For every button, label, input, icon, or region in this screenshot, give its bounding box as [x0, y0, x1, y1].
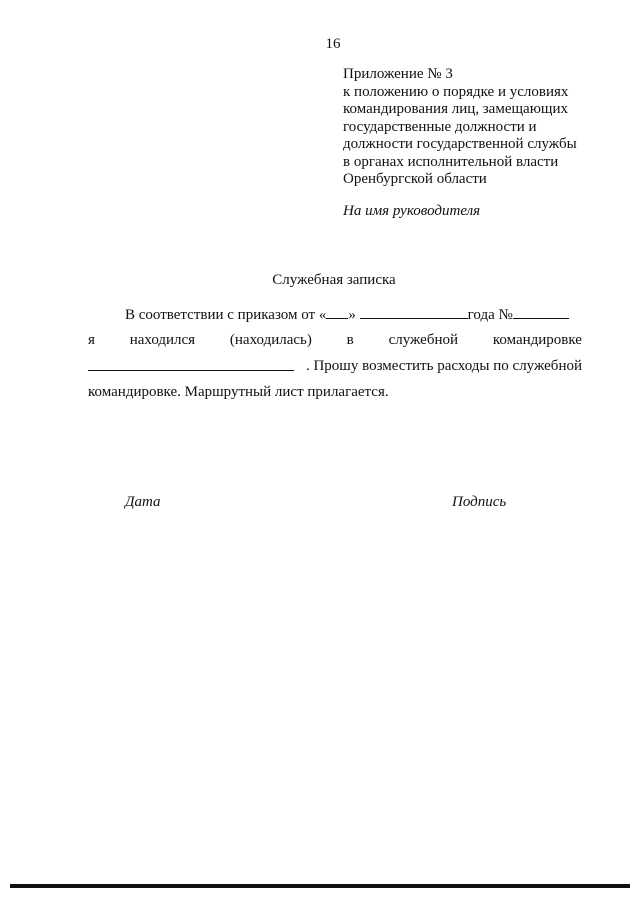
appendix-line: должности государственной службы	[343, 136, 577, 152]
addressee: На имя руководителя	[343, 203, 481, 219]
body-text: В соответствии с приказом от «	[125, 307, 327, 323]
appendix-line: в органах исполнительной власти	[343, 153, 559, 170]
signature-label: Подпись	[452, 494, 507, 510]
document-title: Служебная записка	[272, 272, 396, 288]
body-word: я	[88, 332, 95, 348]
date-label: Дата	[125, 494, 161, 510]
destination-blank	[88, 358, 294, 371]
appendix-block	[343, 66, 623, 189]
appendix-line: государственные должности и	[343, 118, 537, 135]
body-line-4: командировке. Маршрутный лист прилагается.	[88, 384, 389, 400]
body-text: »	[348, 307, 356, 323]
body-text: года №	[467, 307, 513, 323]
appendix-line: командирования лиц, замещающих	[343, 101, 568, 117]
appendix-line: к положению о порядке и условиях	[343, 83, 569, 100]
body-text: . Прошу возместить расходы по служебной	[305, 358, 582, 374]
day-blank	[326, 306, 348, 319]
appendix-line: Оренбургской области	[343, 171, 487, 187]
body-word: (находилась)	[229, 332, 312, 348]
body-word: служебной	[388, 332, 459, 348]
appendix-line: Приложение № 3	[343, 66, 453, 82]
bottom-rule	[10, 884, 630, 888]
body-line-2	[88, 332, 582, 349]
body-line-1	[125, 306, 569, 324]
order-number-blank	[513, 306, 569, 319]
body-word: командировке	[492, 332, 582, 348]
page-number: 16	[325, 36, 341, 52]
body-line-3	[88, 358, 582, 376]
body-word: находился	[129, 332, 196, 348]
body-word: в	[346, 332, 354, 348]
month-blank	[360, 306, 468, 319]
